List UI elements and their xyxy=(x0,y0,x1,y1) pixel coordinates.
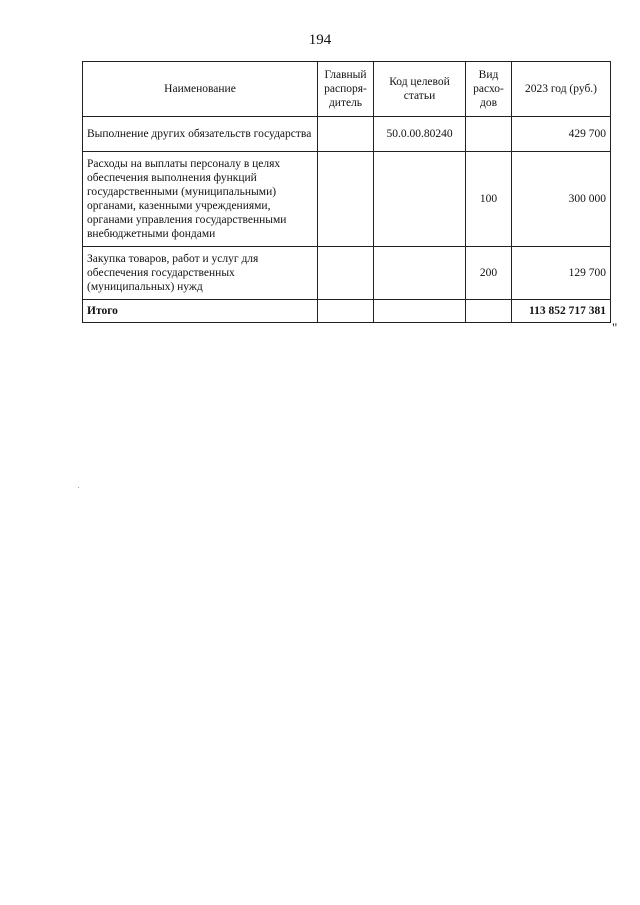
row-amount: 429 700 xyxy=(512,117,611,152)
total-code-cell xyxy=(374,300,466,323)
table-row xyxy=(83,247,611,300)
row-amount: 300 000 xyxy=(512,152,611,247)
scan-speck xyxy=(78,487,79,488)
total-row xyxy=(83,300,611,323)
row-manager xyxy=(318,117,374,152)
row-kind xyxy=(466,117,512,152)
header-kind: Вид расхо-дов xyxy=(466,62,512,117)
row-amount: 129 700 xyxy=(512,247,611,300)
row-manager xyxy=(318,152,374,247)
row-code xyxy=(374,152,466,247)
row-manager xyxy=(318,247,374,300)
row-code xyxy=(374,247,466,300)
table-row xyxy=(83,152,611,247)
header-manager: Главный распоря-дитель xyxy=(318,62,374,117)
total-manager-cell xyxy=(318,300,374,323)
row-code: 50.0.00.80240 xyxy=(374,117,466,152)
table-header-row xyxy=(83,62,611,117)
budget-table xyxy=(82,61,611,323)
row-name: Расходы на выплаты персоналу в целях обеспечения выполнения функций государственными (муниципальными) органами, казенными учреждениями, органами управления государственными внебюджетными фондами xyxy=(83,152,318,247)
header-amount: 2023 год (руб.) xyxy=(512,62,611,117)
header-name: Наименование xyxy=(83,62,318,117)
page-number: 194 xyxy=(308,32,332,48)
row-kind: 200 xyxy=(466,247,512,300)
closing-quote: " xyxy=(612,320,618,335)
total-label: Итого xyxy=(83,300,318,323)
row-kind: 100 xyxy=(466,152,512,247)
table-row xyxy=(83,117,611,152)
header-code: Код целевой статьи xyxy=(374,62,466,117)
total-amount: 113 852 717 381 xyxy=(512,300,611,323)
row-name: Выполнение других обязательств государства xyxy=(83,117,318,152)
row-name: Закупка товаров, работ и услуг для обеспечения государственных (муниципальных) нужд xyxy=(83,247,318,300)
total-kind-cell xyxy=(466,300,512,323)
